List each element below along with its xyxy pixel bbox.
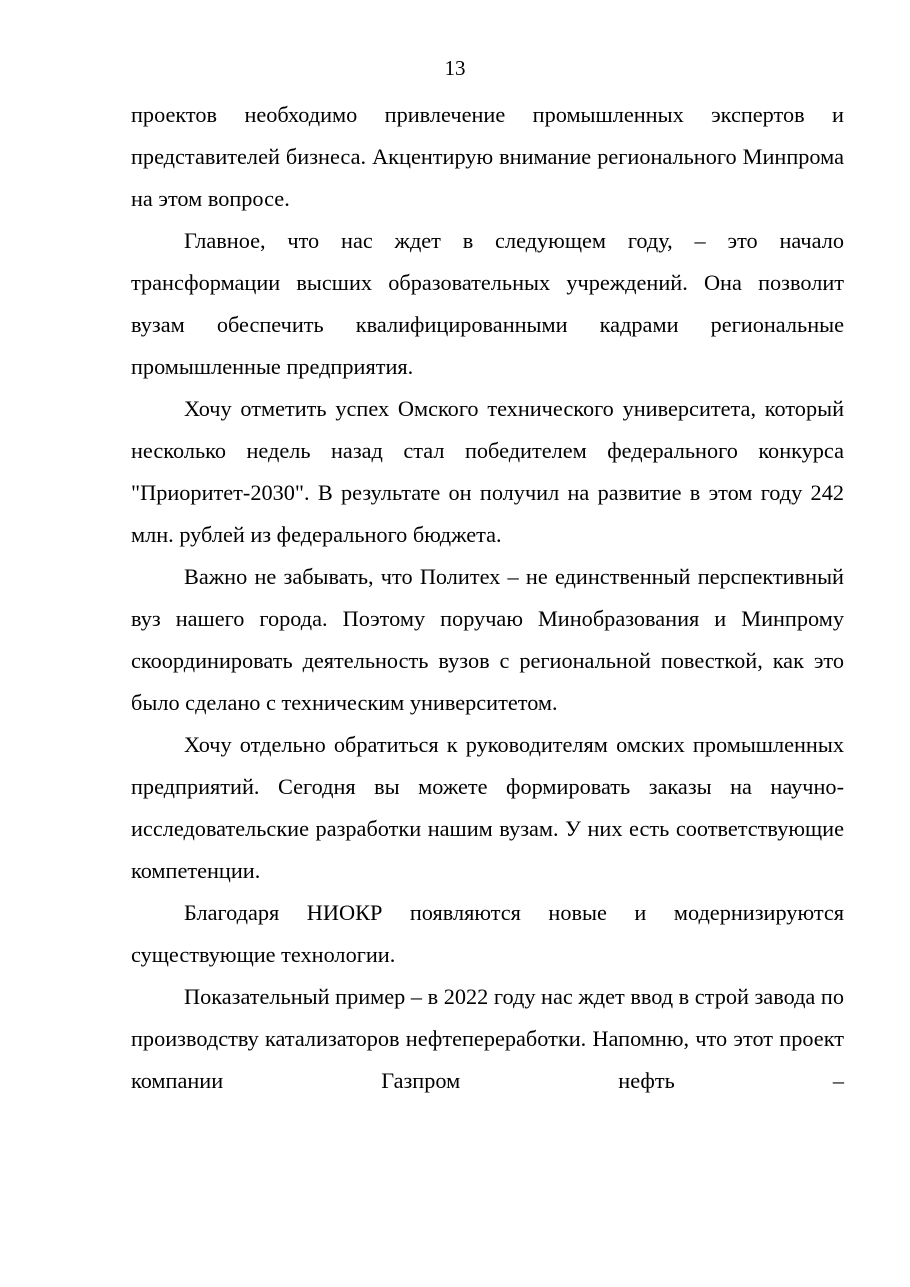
paragraph-example: Показательный пример – в 2022 году нас ждет ввод в строй завода по производству катализаторов нефтепереработки. Напомню, что этот проект компании Газпром нефть – xyxy=(131,984,844,1093)
paragraph-niokr: Благодаря НИОКР появляются новые и модернизируются существующие технологии. xyxy=(131,900,844,967)
paragraph-omsk-tech-university: Хочу отметить успех Омского технического университета, который несколько недель назад стал победителем федерального конкурса "Приоритет-2030". В результате он получил на развитие в этом году 242 млн. рублей из федерального бюджета. xyxy=(131,396,844,547)
paragraph-polytech: Важно не забывать, что Политех – не единственный перспективный вуз нашего города. Поэтому поручаю Минобразования и Минпрому скоординировать деятельность вузов с региональной повесткой, как это было сделано с техническим университетом. xyxy=(131,564,844,715)
page-number: 13 xyxy=(444,56,466,80)
paragraph-transformation: Главное, что нас ждет в следующем году, – это начало трансформации высших образовательных учреждений. Она позволит вузам обеспечить квалифицированными кадрами региональные промышленные предприятия. xyxy=(131,228,844,379)
document-body xyxy=(131,94,844,1102)
paragraph-industry-leaders: Хочу отдельно обратиться к руководителям омских промышленных предприятий. Сегодня вы можете формировать заказы на научно-исследовательские разработки нашим вузам. У них есть соответствующие компетенции. xyxy=(131,732,844,883)
paragraph-continuation: проектов необходимо привлечение промышленных экспертов и представителей бизнеса. Акцентирую внимание регионального Минпрома на этом вопросе. xyxy=(131,102,844,211)
